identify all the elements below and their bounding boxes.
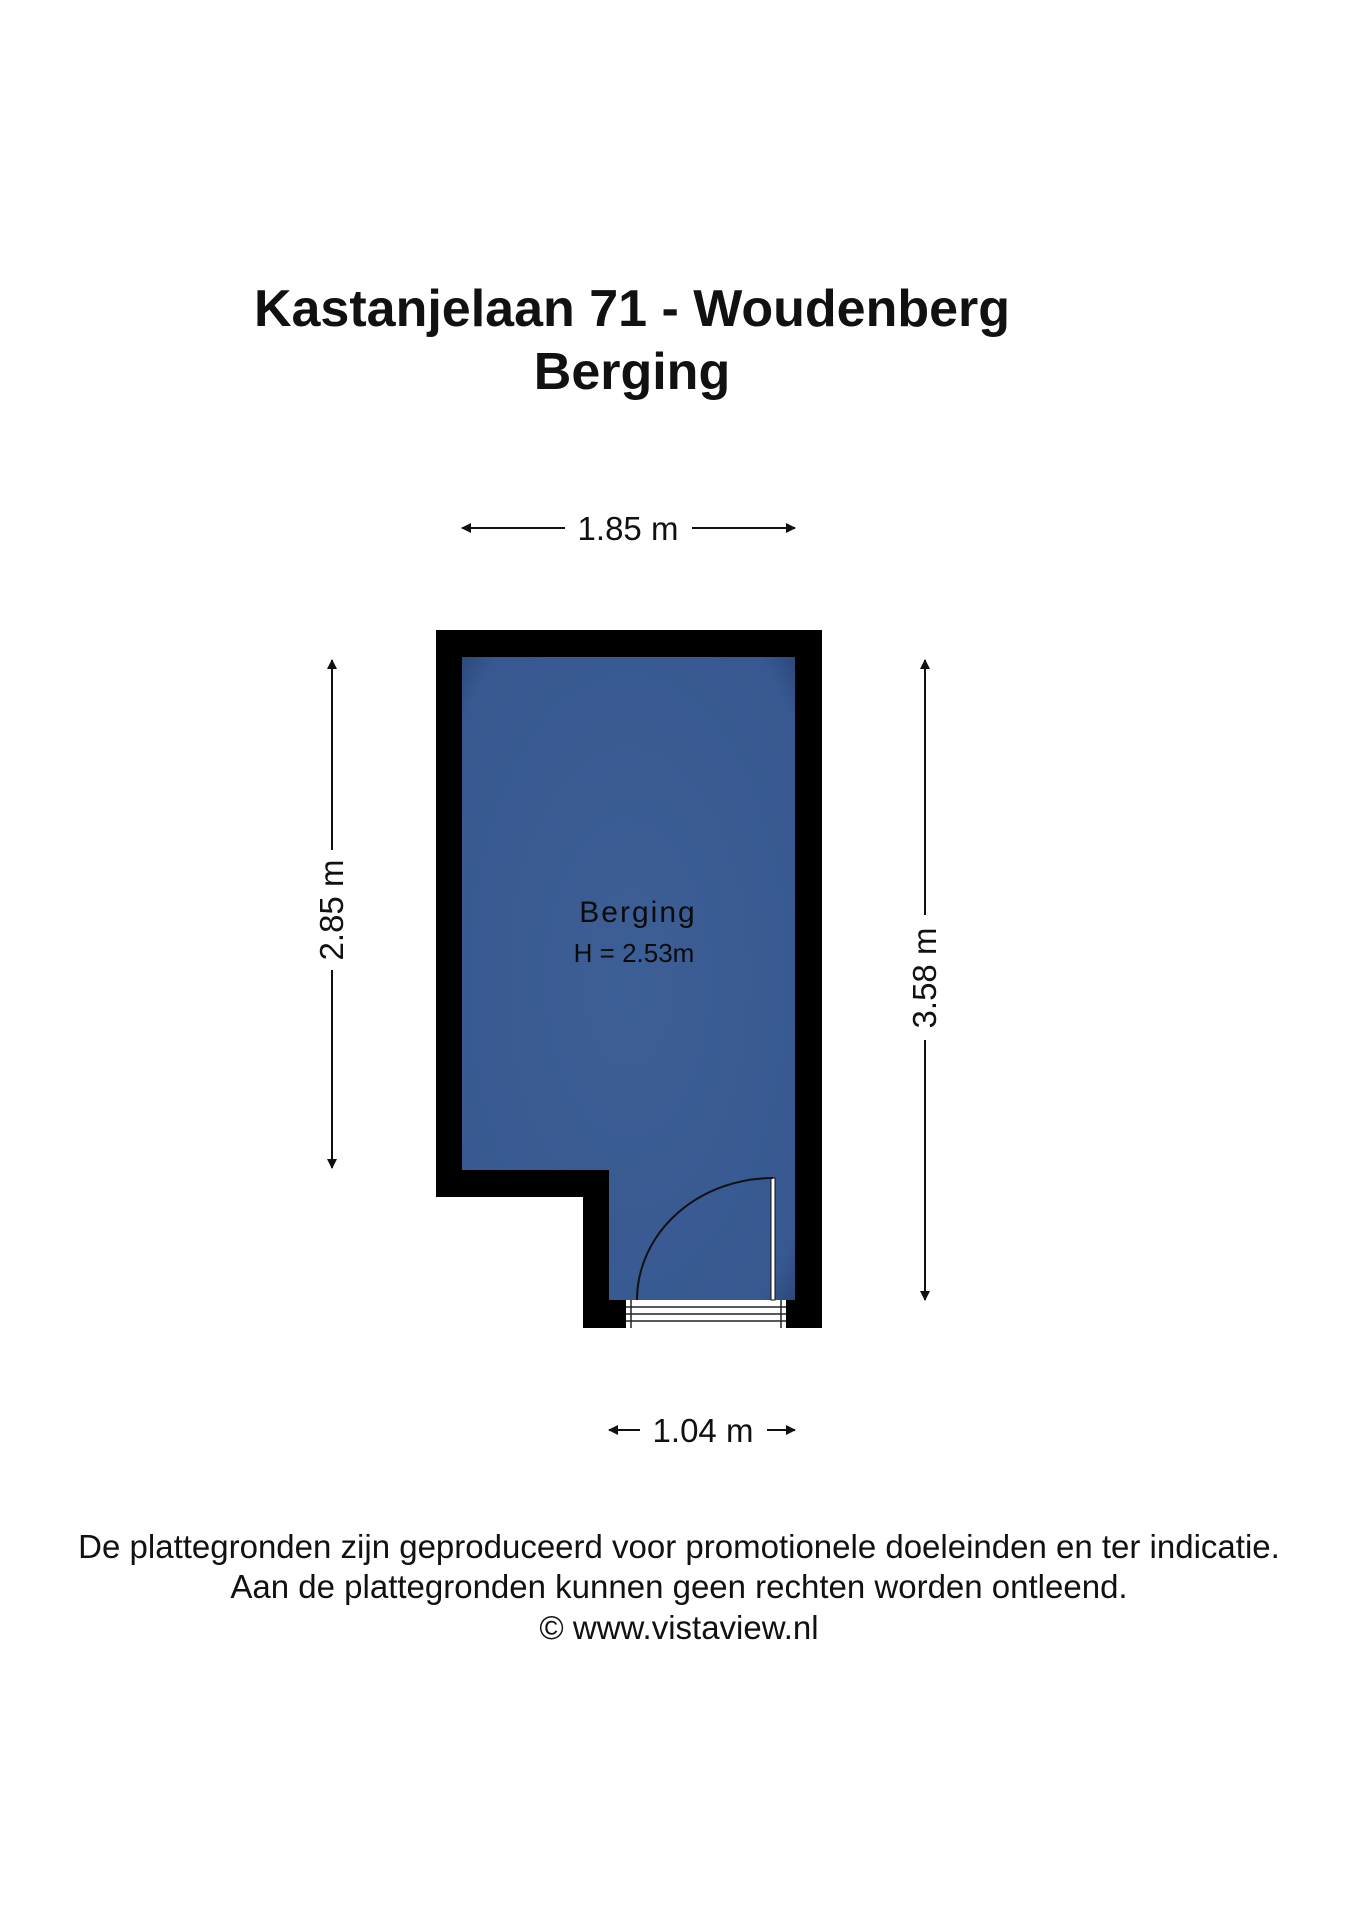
top-width-dimension bbox=[462, 510, 795, 547]
right-height-dimension bbox=[906, 660, 943, 1300]
disclaimer-text: De plattegronden zijn geproduceerd voor promotionele doeleinden en ter indicatie. bbox=[78, 1528, 1280, 1565]
door-threshold bbox=[626, 1300, 786, 1328]
room-height-label: H = 2.53m bbox=[573, 938, 695, 968]
bottom-width-label: 1.04 m bbox=[652, 1412, 754, 1449]
left-height-dimension bbox=[313, 660, 350, 1168]
room-floor bbox=[462, 657, 795, 1300]
left-height-label: 2.85 m bbox=[313, 859, 350, 961]
top-width-label: 1.85 m bbox=[577, 510, 679, 547]
disclaimer-rights-text: Aan de plattegronden kunnen geen rechten worden ontleend. bbox=[230, 1568, 1128, 1605]
room-name-label: Berging bbox=[579, 896, 697, 929]
property-address-title: Kastanjelaan 71 - Woudenberg bbox=[253, 280, 1011, 338]
bottom-width-dimension bbox=[609, 1412, 795, 1449]
right-height-label: 3.58 m bbox=[906, 927, 943, 1029]
copyright-text: © www.vistaview.nl bbox=[539, 1609, 819, 1646]
floor-title: Berging bbox=[533, 343, 731, 401]
